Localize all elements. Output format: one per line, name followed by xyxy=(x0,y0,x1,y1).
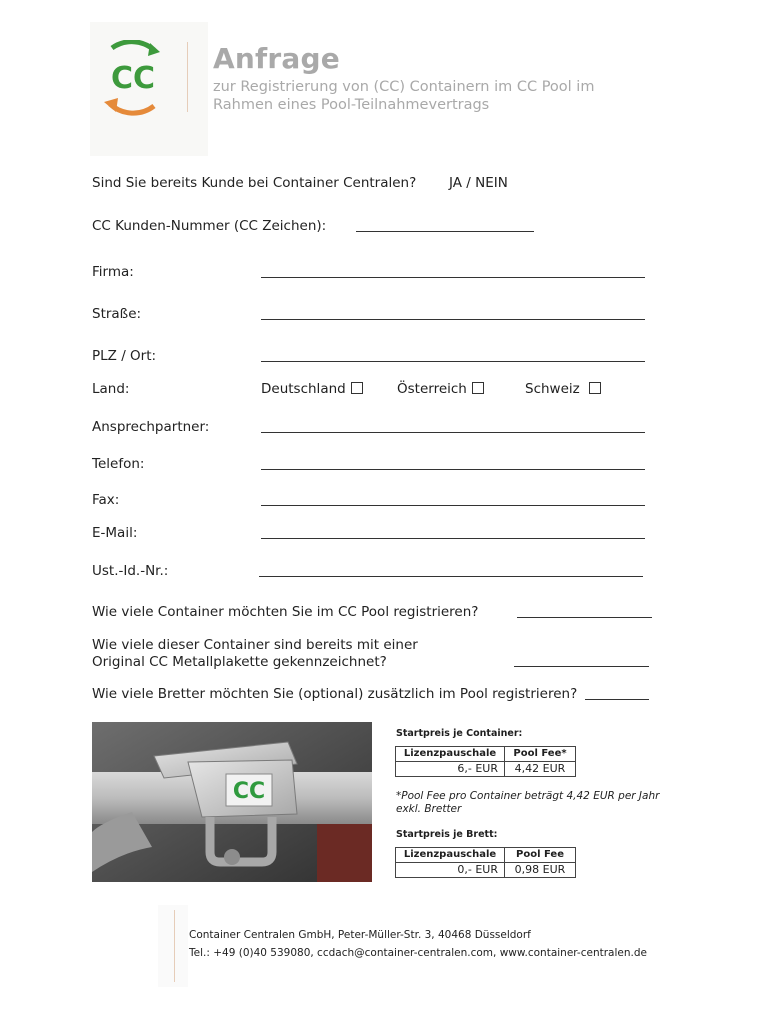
field-label-email: E-Mail: xyxy=(92,525,138,541)
subtitle-line-1: zur Registrierung von (CC) Containern im CC Pool im xyxy=(213,79,595,95)
firma-field[interactable] xyxy=(261,277,645,278)
field-label-fax: Fax: xyxy=(92,492,120,508)
strasse-field[interactable] xyxy=(261,319,645,320)
footer-contact: Tel.: +49 (0)40 539080, ccdach@container-centralen.com, www.container-centralen.de xyxy=(189,947,647,959)
country-option-schweiz[interactable] xyxy=(525,381,601,397)
question-plate-line-2: Original CC Metallplakette gekennzeichnet? xyxy=(92,654,387,670)
field-label-ansprechpartner: Ansprechpartner: xyxy=(92,419,210,435)
ust-id-field[interactable] xyxy=(259,576,643,577)
table-row xyxy=(396,863,576,878)
table-header-row xyxy=(396,747,576,762)
table-header-cell: Pool Fee* xyxy=(505,747,576,762)
footer-accent-background xyxy=(158,905,188,987)
footer-divider xyxy=(174,910,175,982)
country-label: Deutschland xyxy=(261,381,346,397)
container-plate-photo xyxy=(92,722,372,882)
ansprechpartner-field[interactable] xyxy=(261,432,645,433)
question-shelves: Wie viele Bretter möchten Sie (optional) zusätzlich im Pool registrieren? xyxy=(92,686,578,702)
table-header-cell: Pool Fee xyxy=(505,848,576,863)
pool-fee-note xyxy=(396,790,659,816)
country-option-deutschland[interactable] xyxy=(261,381,363,397)
customer-number-field[interactable] xyxy=(356,231,534,232)
telefon-field[interactable] xyxy=(261,469,645,470)
question-register-containers: Wie viele Container möchten Sie im CC Pool registrieren? xyxy=(92,604,479,620)
table-header-cell: Lizenzpauschale xyxy=(396,747,505,762)
plz-ort-field[interactable] xyxy=(261,361,645,362)
subtitle-line-2: Rahmen eines Pool-Teilnahmevertrags xyxy=(213,97,490,113)
checkbox[interactable] xyxy=(589,382,601,394)
checkbox[interactable] xyxy=(351,382,363,394)
table-header-cell: Lizenzpauschale xyxy=(396,848,505,863)
checkbox[interactable] xyxy=(472,382,484,394)
plate-containers-field[interactable] xyxy=(514,666,649,667)
table-header-row xyxy=(396,848,576,863)
cc-logo-icon xyxy=(92,40,174,116)
table-cell: 4,42 EUR xyxy=(505,762,576,777)
field-label-land: Land: xyxy=(92,381,130,397)
container-plate-image xyxy=(92,722,372,882)
email-field[interactable] xyxy=(261,538,645,539)
table-row xyxy=(396,762,576,777)
shelves-field[interactable] xyxy=(585,699,649,700)
table-cell: 6,- EUR xyxy=(396,762,505,777)
cc-logo xyxy=(92,40,174,116)
page-subtitle xyxy=(213,78,594,114)
note-line-2: exkl. Bretter xyxy=(396,803,462,815)
note-line-1: *Pool Fee pro Container beträgt 4,42 EUR per Jahr xyxy=(396,790,660,802)
yes-no-option[interactable]: JA / NEIN xyxy=(449,175,508,191)
country-label: Schweiz xyxy=(525,381,580,397)
fax-field[interactable] xyxy=(261,505,645,506)
container-price-heading: Startpreis je Container: xyxy=(396,728,523,739)
customer-number-label: CC Kunden-Nummer (CC Zeichen): xyxy=(92,218,327,234)
photo-plate-text: CC xyxy=(232,779,266,804)
field-label-strasse: Straße: xyxy=(92,306,142,322)
table-cell: 0,98 EUR xyxy=(505,863,576,878)
shelf-price-table xyxy=(395,847,576,878)
customer-question: Sind Sie bereits Kunde bei Container Centralen? xyxy=(92,175,417,191)
page-title: Anfrage xyxy=(213,42,340,75)
footer-address: Container Centralen GmbH, Peter-Müller-Str. 3, 40468 Düsseldorf xyxy=(189,929,531,941)
logo-text: CC xyxy=(110,61,156,96)
field-label-plz-ort: PLZ / Ort: xyxy=(92,348,157,364)
field-label-firma: Firma: xyxy=(92,264,134,280)
container-price-table xyxy=(395,746,576,777)
field-label-ust-id: Ust.-Id.-Nr.: xyxy=(92,563,169,579)
shelf-price-heading: Startpreis je Brett: xyxy=(396,829,498,840)
field-label-telefon: Telefon: xyxy=(92,456,145,472)
table-cell: 0,- EUR xyxy=(396,863,505,878)
question-plate-line-1: Wie viele dieser Container sind bereits mit einer xyxy=(92,637,418,653)
header-divider xyxy=(187,42,188,112)
country-option-oesterreich[interactable] xyxy=(397,381,484,397)
country-label: Österreich xyxy=(397,381,467,397)
register-containers-field[interactable] xyxy=(517,617,652,618)
